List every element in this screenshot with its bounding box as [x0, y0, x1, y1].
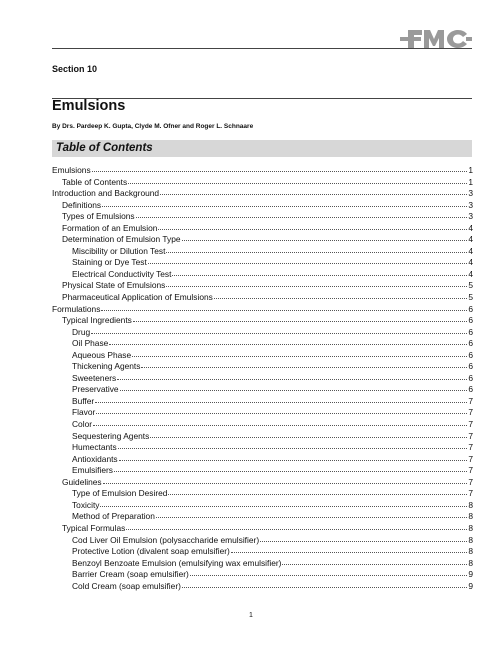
toc-entry-page: 4: [468, 268, 473, 279]
toc-entry-page: 6: [468, 315, 473, 326]
toc-leader-dots: [166, 244, 467, 253]
toc-entry-label: Guidelines: [62, 476, 102, 487]
toc-entry-page: 3: [468, 188, 473, 199]
toc-leader-dots: [91, 325, 467, 334]
toc-entry-label: Flavor: [72, 407, 96, 418]
toc-entry-label: Physical State of Emulsions: [62, 280, 166, 291]
toc-leader-dots: [260, 533, 467, 542]
toc-entry-label: Sequestering Agents: [72, 430, 150, 441]
toc-entry-page: 8: [468, 546, 473, 557]
toc-entry-label: Aqueous Phase: [72, 349, 132, 360]
toc-leader-dots: [160, 186, 467, 195]
toc-entry-label: Protective Lotion (divalent soap emulsifier): [72, 546, 230, 557]
toc-entry-page: 6: [468, 338, 473, 349]
toc-leader-dots: [93, 417, 467, 426]
toc-entry-label: Benzoyl Benzoate Emulsion (emulsifying wax emulsifier): [72, 557, 282, 568]
toc-entry-page: 5: [468, 280, 473, 291]
toc-entry-label: Pharmaceutical Application of Emulsions: [62, 292, 213, 303]
toc-entry-page: 8: [468, 557, 473, 568]
page-number: 1: [249, 612, 253, 619]
toc-leader-dots: [214, 290, 468, 299]
toc-entry-page: 6: [468, 349, 473, 360]
toc-entry-label: Definitions: [62, 199, 102, 210]
toc-leader-dots: [133, 313, 467, 322]
toc-entry-label: Determination of Emulsion Type: [62, 234, 181, 245]
toc-leader-dots: [101, 302, 467, 311]
toc-entry-label: Oil Phase: [72, 338, 109, 349]
toc-entry-page: 9: [468, 569, 473, 580]
toc-entry-page: 7: [468, 395, 473, 406]
toc-entry-page: 6: [468, 326, 473, 337]
toc-entry-page: 1: [468, 165, 473, 175]
toc-leader-dots: [95, 394, 467, 403]
toc-entry-label: Type of Emulsion Desired: [72, 488, 168, 499]
toc-leader-dots: [103, 475, 468, 484]
toc-entry-page: 6: [468, 303, 473, 314]
authors-line: By Drs. Pardeep K. Gupta, Clyde M. Ofner and Roger L. Schnaare: [52, 123, 254, 130]
toc-entry-page: 7: [468, 488, 473, 499]
toc-entry-page: 4: [468, 257, 473, 268]
toc-leader-dots: [128, 175, 467, 184]
toc-entry-page: 3: [468, 211, 473, 222]
toc-entry-page: 9: [468, 580, 473, 591]
toc-entry-label: Typical Ingredients: [62, 315, 132, 326]
toc-leader-dots: [114, 463, 467, 472]
toc-entry-page: 8: [468, 499, 473, 510]
toc-entry-page: 7: [468, 419, 473, 430]
toc-entry-label: Toxicity: [72, 499, 100, 510]
toc-entry-page: 8: [468, 522, 473, 533]
toc-entry-label: Cold Cream (soap emulsifier): [72, 580, 181, 591]
toc-entry-label: Buffer: [72, 395, 95, 406]
toc-leader-dots: [172, 267, 467, 276]
toc-entry-label: Antioxidants: [72, 453, 118, 464]
toc-entry-label: Color: [72, 419, 93, 430]
toc-entry-label: Preservative: [72, 384, 119, 395]
toc-entry-label: Staining or Dye Test: [72, 257, 147, 268]
toc-leader-dots: [132, 348, 467, 357]
toc-entry-page: 3: [468, 199, 473, 210]
fmc-logo: [400, 27, 472, 51]
toc-entry-page: 7: [468, 430, 473, 441]
toc-entry-page: 7: [468, 407, 473, 418]
toc-leader-dots: [166, 278, 467, 287]
toc-entry-page: 7: [468, 442, 473, 453]
table-of-contents: [52, 164, 473, 591]
toc-entry-page: 8: [468, 534, 473, 545]
toc-leader-dots: [156, 509, 467, 518]
toc-entry-label: Electrical Conductivity Test: [72, 268, 172, 279]
toc-entry-label: Thickening Agents: [72, 361, 141, 372]
toc-entry-label: Emulsifiers: [72, 465, 113, 476]
toc-leader-dots: [182, 579, 467, 588]
toc-leader-dots: [92, 163, 468, 172]
toc-entry-page: 6: [468, 361, 473, 372]
section-label: Section 10: [52, 64, 98, 74]
toc-leader-dots: [231, 544, 468, 553]
toc-entry-label: Drug: [72, 326, 91, 337]
toc-entry[interactable]: [52, 580, 473, 592]
toc-leader-dots: [117, 371, 467, 380]
toc-entry-label: Formulations: [52, 303, 101, 314]
toc-leader-dots: [119, 452, 468, 461]
toc-entry-page: 7: [468, 476, 473, 487]
toc-entry-page: 6: [468, 372, 473, 383]
toc-entry-page: 7: [468, 453, 473, 464]
toc-entry-label: Method of Preparation: [72, 511, 155, 522]
toc-leader-dots: [150, 429, 467, 438]
toc-entry-label: Emulsions: [52, 165, 91, 175]
toc-leader-dots: [118, 440, 468, 449]
toc-entry-page: 4: [468, 234, 473, 245]
toc-entry-page: 4: [468, 245, 473, 256]
toc-entry-label: Miscibility or Dilution Test: [72, 245, 166, 256]
toc-entry-page: 4: [468, 222, 473, 233]
toc-leader-dots: [100, 498, 467, 507]
toc-entry-label: Typical Formulas: [62, 522, 126, 533]
toc-heading-bar: [52, 140, 472, 157]
toc-entry-label: Barrier Cream (soap emulsifier): [72, 569, 189, 580]
toc-entry-page: 8: [468, 511, 473, 522]
toc-leader-dots: [109, 336, 467, 345]
toc-leader-dots: [190, 567, 468, 576]
toc-leader-dots: [102, 198, 467, 207]
toc-leader-dots: [148, 255, 468, 264]
toc-entry-page: 1: [468, 176, 473, 187]
toc-entry-page: 7: [468, 465, 473, 476]
toc-leader-dots: [126, 521, 467, 530]
toc-entry-label: Introduction and Background: [52, 188, 160, 199]
toc-entry-label: Types of Emulsions: [62, 211, 135, 222]
toc-entry-label: Formation of an Emulsion: [62, 222, 158, 233]
toc-entry-label: Humectants: [72, 442, 117, 453]
toc-leader-dots: [141, 359, 467, 368]
toc-leader-dots: [120, 382, 468, 391]
page-title: Emulsions: [52, 98, 126, 114]
toc-leader-dots: [96, 405, 467, 414]
toc-entry-page: 5: [468, 292, 473, 303]
toc-entry-page: 6: [468, 384, 473, 395]
toc-entry-label: Table of Contents: [62, 176, 128, 187]
toc-leader-dots: [182, 232, 468, 241]
toc-leader-dots: [168, 486, 467, 495]
toc-entry-label: Cod Liver Oil Emulsion (polysaccharide emulsifier): [72, 534, 260, 545]
toc-leader-dots: [158, 221, 467, 230]
toc-leader-dots: [136, 209, 468, 218]
toc-leader-dots: [282, 556, 467, 565]
toc-heading: Table of Contents: [56, 142, 153, 154]
toc-entry-label: Sweeteners: [72, 372, 117, 383]
